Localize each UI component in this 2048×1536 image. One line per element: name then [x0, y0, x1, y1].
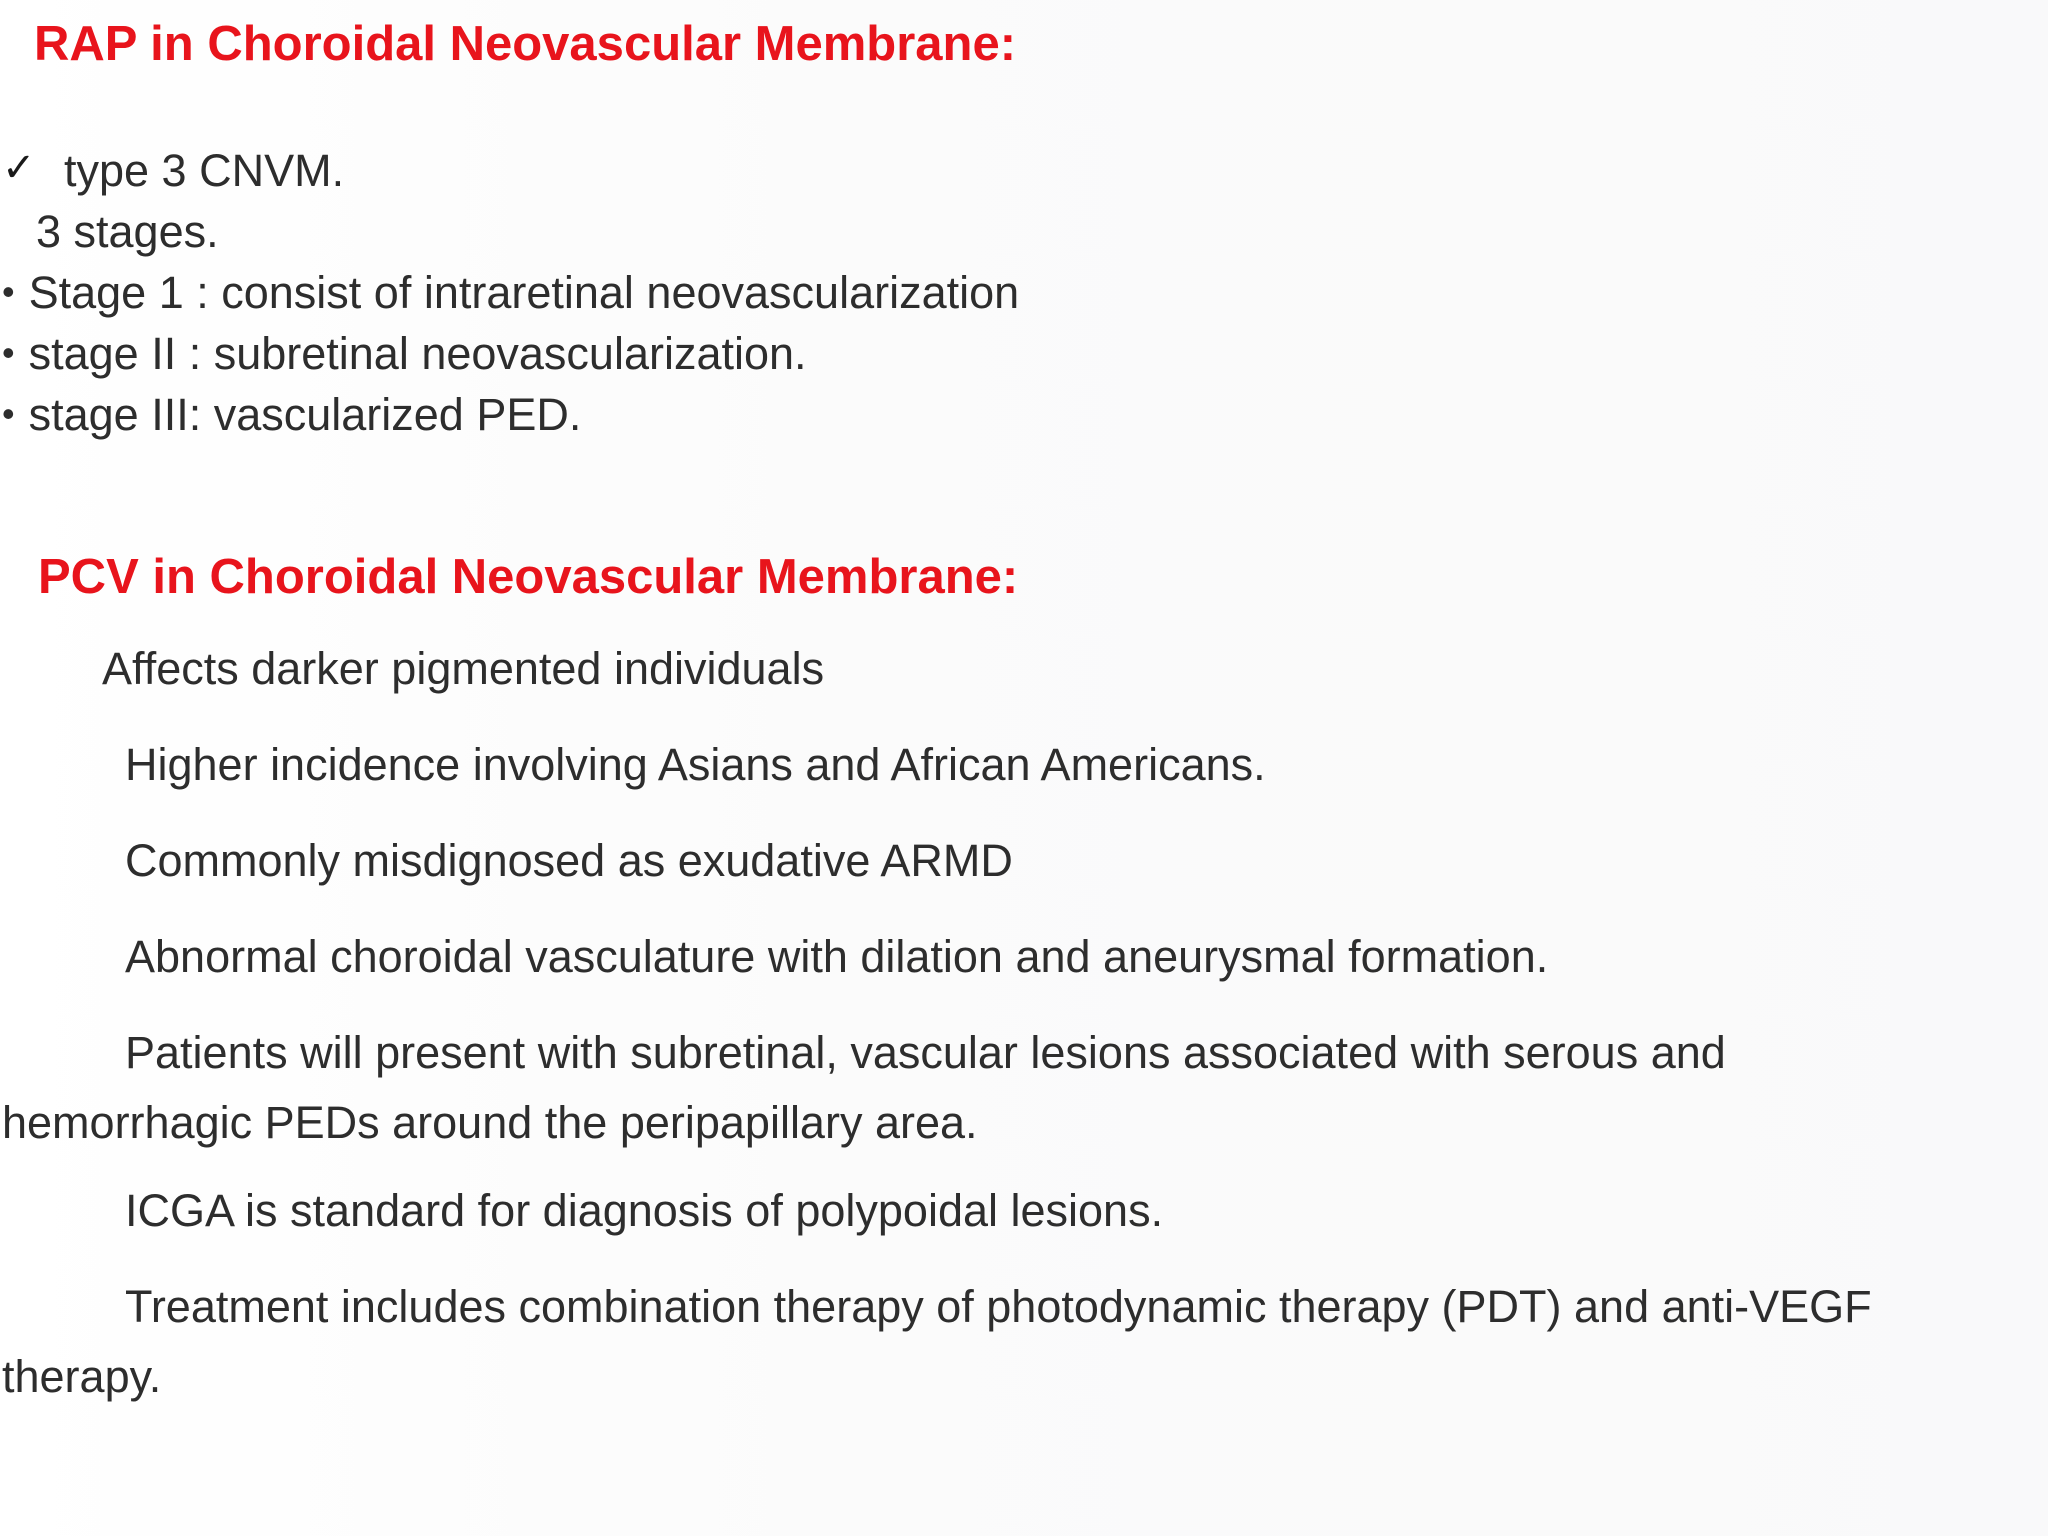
pcv-item-continuation: hemorrhagic PEDs around the peripapillary area. [2, 1097, 978, 1148]
rap-bullet-item [2, 389, 582, 440]
bullet-icon: • [2, 271, 15, 312]
rap-bullet-text: Stage 1 : consist of intraretinal neovascularization [28, 267, 1020, 318]
checkmark-icon: ✓ [2, 145, 36, 191]
bullet-icon: • [2, 393, 15, 434]
rap-heading: RAP in Choroidal Neovascular Membrane: [34, 17, 1017, 71]
rap-stages-line: 3 stages. [36, 206, 219, 257]
bullet-icon: • [2, 332, 15, 373]
pcv-item-continuation: therapy. [2, 1351, 162, 1402]
pcv-item: Affects darker pigmented individuals [102, 643, 825, 694]
pcv-item: Commonly misdignosed as exudative ARMD [125, 835, 1013, 886]
rap-type-line: type 3 CNVM. [64, 145, 345, 196]
pcv-heading: PCV in Choroidal Neovascular Membrane: [38, 550, 1019, 604]
rap-bullet-item [2, 267, 1020, 318]
rap-bullet-text: stage III: vascularized PED. [28, 389, 582, 440]
pcv-item: ICGA is standard for diagnosis of polypoidal lesions. [125, 1185, 1164, 1236]
pcv-item: Patients will present with subretinal, vascular lesions associated with serous and [125, 1027, 1726, 1078]
pcv-item: Abnormal choroidal vasculature with dilation and aneurysmal formation. [125, 931, 1549, 982]
pcv-item: Treatment includes combination therapy of photodynamic therapy (PDT) and anti-VEGF [125, 1281, 1872, 1332]
rap-bullet-text: stage II : subretinal neovascularization. [28, 328, 807, 379]
rap-bullet-item [2, 328, 807, 379]
pcv-item: Higher incidence involving Asians and African Americans. [125, 739, 1266, 790]
